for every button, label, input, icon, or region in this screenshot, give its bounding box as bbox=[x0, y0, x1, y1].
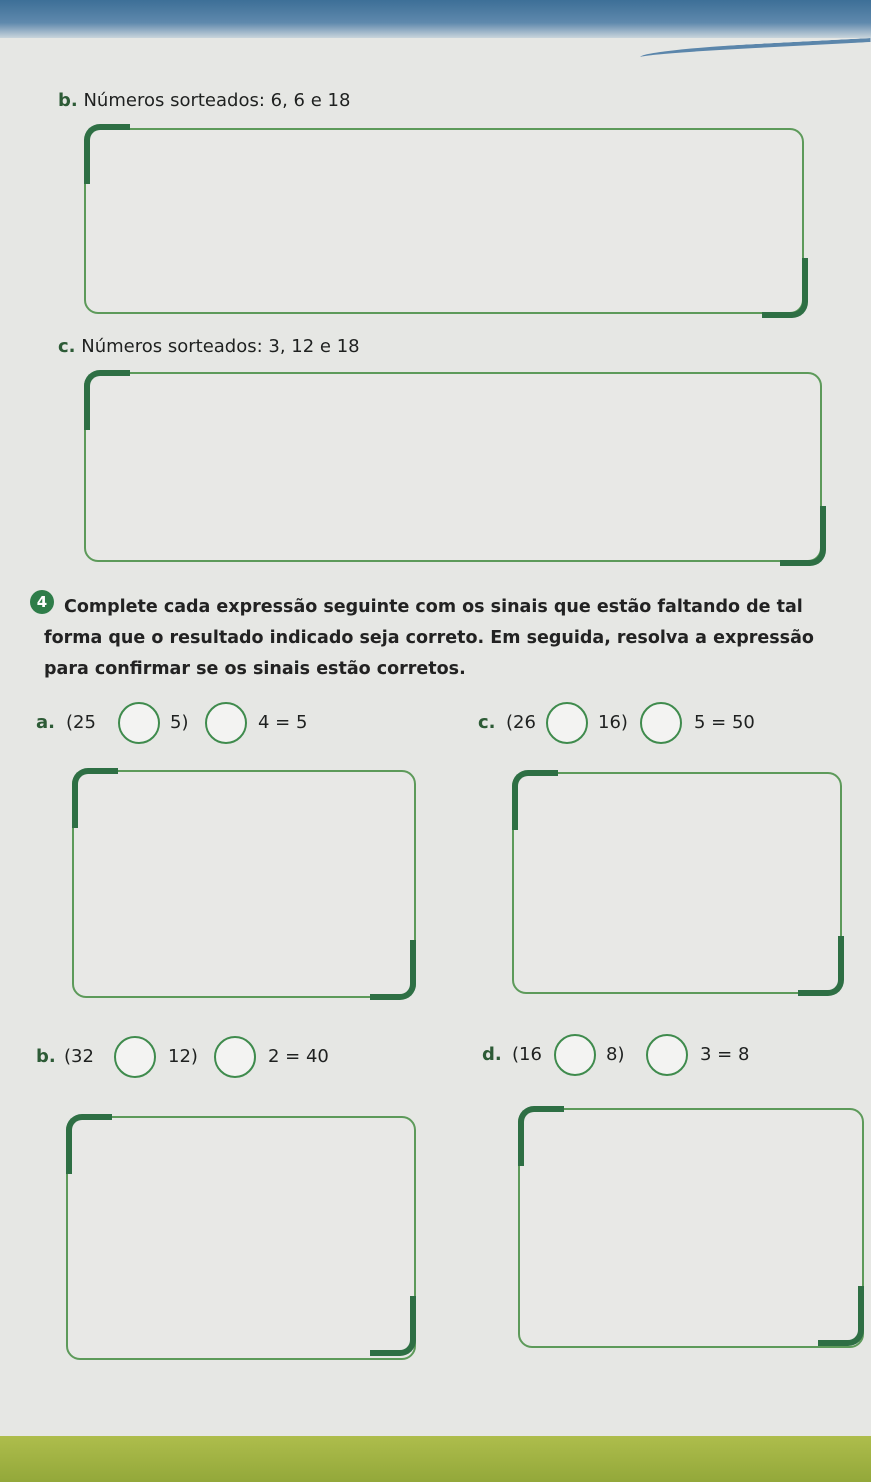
sign-input-d-1[interactable] bbox=[554, 1034, 596, 1076]
question-number-badge: 4 bbox=[30, 590, 54, 614]
expression-c-part1: (26 bbox=[506, 712, 536, 733]
answer-box-c[interactable] bbox=[512, 772, 842, 994]
item-letter: c. bbox=[58, 336, 76, 357]
expression-b-letter: b. bbox=[36, 1046, 56, 1067]
answer-box-c-prev[interactable] bbox=[84, 372, 822, 562]
frame-corner-bottom-right bbox=[818, 1286, 864, 1346]
answer-box-b-prev[interactable] bbox=[84, 128, 804, 314]
frame-corner-bottom-right bbox=[762, 258, 808, 318]
frame-corner-top-left bbox=[512, 770, 558, 830]
sign-input-c-2[interactable] bbox=[640, 702, 682, 744]
sign-input-d-2[interactable] bbox=[646, 1034, 688, 1076]
expression-a-part1: (25 bbox=[66, 712, 96, 733]
frame-corner-top-left bbox=[84, 370, 130, 430]
question-statement: Complete cada expressão seguinte com os sinais que estão faltando de tal forma que o resultado indicado seja correto. Em seguida, resolva a expressão para confirmar se os sinais estão corretos. bbox=[44, 597, 814, 679]
frame-corner-bottom-right bbox=[780, 506, 826, 566]
frame-corner-bottom-right bbox=[798, 936, 844, 996]
answer-box-d[interactable] bbox=[518, 1108, 864, 1348]
sign-input-a-2[interactable] bbox=[205, 702, 247, 744]
frame-corner-bottom-right bbox=[370, 1296, 416, 1356]
frame-corner-top-left bbox=[84, 124, 130, 184]
header-decoration bbox=[640, 38, 871, 64]
page-header-band bbox=[0, 0, 871, 38]
item-c-heading bbox=[58, 336, 360, 357]
frame-corner-top-left bbox=[66, 1114, 112, 1174]
expression-d-part2: 8) bbox=[606, 1044, 625, 1065]
expression-b-part3: 2 = 40 bbox=[268, 1046, 329, 1067]
page-footer-band bbox=[0, 1436, 871, 1482]
sign-input-a-1[interactable] bbox=[118, 702, 160, 744]
expression-a-part2: 5) bbox=[170, 712, 189, 733]
answer-box-b[interactable] bbox=[66, 1116, 416, 1360]
sign-input-b-2[interactable] bbox=[214, 1036, 256, 1078]
item-text: Números sorteados: 6, 6 e 18 bbox=[83, 90, 351, 111]
item-letter: b. bbox=[58, 90, 78, 111]
expression-d-letter: d. bbox=[482, 1044, 502, 1065]
frame-corner-top-left bbox=[518, 1106, 564, 1166]
item-text: Números sorteados: 3, 12 e 18 bbox=[81, 336, 360, 357]
expression-c-part3: 5 = 50 bbox=[694, 712, 755, 733]
expression-d-part3: 3 = 8 bbox=[700, 1044, 750, 1065]
item-b-heading bbox=[58, 90, 350, 111]
expression-d-part1: (16 bbox=[512, 1044, 542, 1065]
expression-b-part2: 12) bbox=[168, 1046, 198, 1067]
frame-corner-bottom-right bbox=[370, 940, 416, 1000]
answer-box-a[interactable] bbox=[72, 770, 416, 998]
expression-c-letter: c. bbox=[478, 712, 496, 733]
expression-a-letter: a. bbox=[36, 712, 55, 733]
expression-c-part2: 16) bbox=[598, 712, 628, 733]
expression-b-part1: (32 bbox=[64, 1046, 94, 1067]
expression-a-part3: 4 = 5 bbox=[258, 712, 308, 733]
sign-input-c-1[interactable] bbox=[546, 702, 588, 744]
frame-corner-top-left bbox=[72, 768, 118, 828]
sign-input-b-1[interactable] bbox=[114, 1036, 156, 1078]
